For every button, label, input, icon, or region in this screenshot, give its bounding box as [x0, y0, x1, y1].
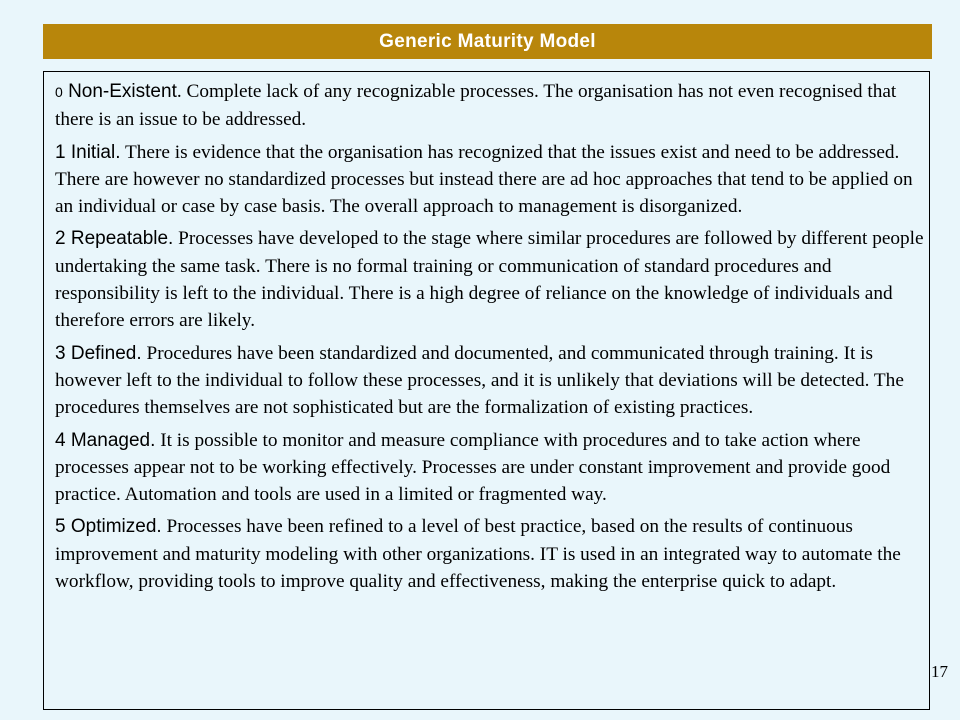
level-name: Defined.: [70, 342, 142, 364]
level-name: Optimized.: [70, 516, 162, 538]
level-name: Managed.: [70, 429, 156, 451]
level-name: Repeatable.: [70, 228, 174, 250]
level-number: 2: [55, 228, 66, 250]
level-number: 3: [55, 342, 66, 364]
maturity-level-1: [55, 139, 925, 221]
maturity-level-2: [55, 225, 925, 334]
maturity-level-3: [55, 340, 925, 422]
maturity-level-0: 0 Non-Existent. Complete lack of any recognizable processes. The organisation has not even recognised that there is an issue to be addressed.: [55, 81, 897, 131]
level-number: 4: [55, 429, 66, 451]
level-name: Non-Existent: [68, 81, 177, 102]
maturity-level-4: [55, 427, 925, 509]
slide-title: [43, 24, 932, 59]
level-heading: [55, 343, 142, 364]
level-heading: [55, 142, 121, 163]
maturity-level-5: [55, 513, 925, 595]
level-name: Initial.: [70, 141, 121, 163]
level-description: Procedures have been standardized and documented, and communicated through training. It is however left to the individual to follow these processes, and it is unlikely that deviations will be detected. The procedures themselves are not sophisticated but are the formalization of existing practices.: [55, 342, 904, 419]
slide-title-text: Generic Maturity Model: [379, 30, 596, 52]
level-heading: [55, 430, 155, 451]
level-number: 1: [55, 141, 66, 163]
level-description: Processes have been refined to a level of best practice, based on the results of continuous improvement and maturity modeling with other organizations. IT is used in an integrated way to automate the workflow, providing tools to improve quality and effectiveness, making the enterprise quick to adapt.: [55, 516, 901, 593]
level-heading: [55, 81, 177, 102]
level-heading: [55, 228, 173, 249]
level-description: There is evidence that the organisation has recognized that the issues exist and need to be addressed. There are however no standardized processes but instead there are ad hoc approaches that tend to be applied on an individual or case by case basis. The overall approach to management is disorganized.: [55, 141, 913, 218]
level-heading: [55, 516, 162, 537]
level-number: 5: [55, 516, 66, 538]
level-number: 0: [55, 84, 63, 100]
maturity-levels-list: [55, 78, 925, 600]
level-description: Processes have developed to the stage where similar procedures are followed by different people undertaking the same task. There is no formal training or communication of standard procedures and responsibility is left to the individual. There is a high degree of reliance on the knowledge of individuals and therefore errors are likely.: [55, 228, 924, 332]
page-number: 17: [931, 662, 948, 681]
level-description: It is possible to monitor and measure compliance with procedures and to take action where processes appear not to be working effectively. Processes are under constant improvement and provide good practice. Automation and tools are used in a limited or fragmented way.: [55, 429, 891, 506]
level-description: Complete lack of any recognizable processes. The organisation has not even recognised that there is an issue to be addressed.: [55, 81, 897, 131]
